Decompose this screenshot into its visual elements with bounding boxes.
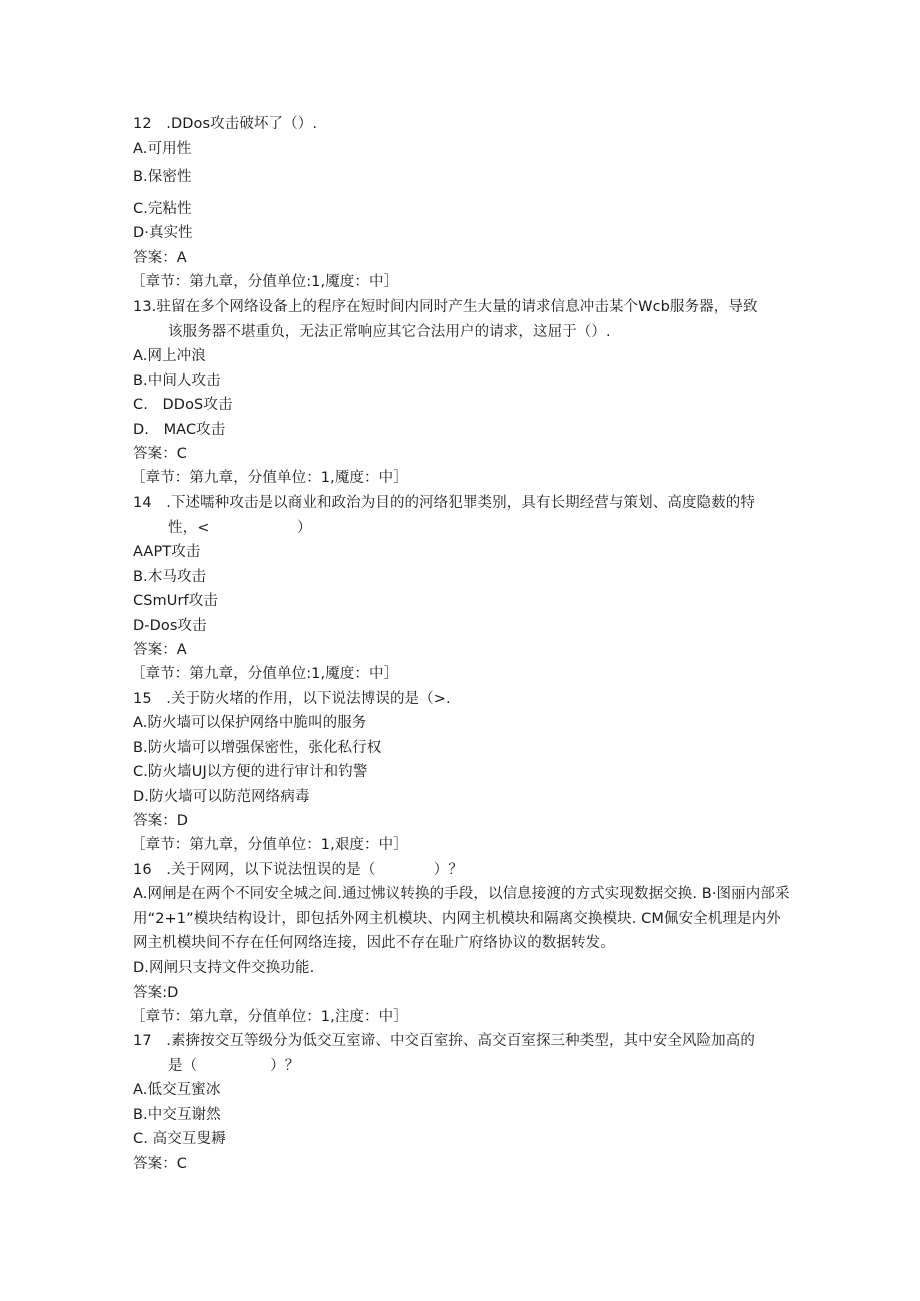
question-15-stem: 15 .关于防火堵的作用，以下说法博误的是（>. [133,691,451,707]
question-15-answer: 答案：D [133,813,189,829]
question-12-option-b: B.保密性 [133,169,192,185]
question-14-stem: 14 .下述嚅种攻击是以商业和政治为目的的河络犯罪类别，具有长期经营与策划、高度隐薮的特 [133,495,755,511]
question-12-option-c: C.完粘性 [133,201,192,217]
question-13-stem: 13.驻留在多个网络设备上的程序在短时间内同时产生大量的请求信息冲击某个Wcb服务器，导致 [133,299,758,315]
question-15-option-b: B.防火墙可以增强保密性，张化私行权 [133,740,382,756]
question-13-option-c: C. DDoS攻击 [133,397,233,413]
question-14-option-c: CSmUrf攻击 [133,593,218,609]
question-17-answer: 答案：C [133,1156,188,1172]
question-12-option-a: A.可用性 [133,141,192,157]
question-15-meta: ［章节：第九章，分值单位：1,艰度：中］ [131,837,408,853]
question-17-option-b: B.中交互谢然 [133,1107,221,1123]
question-16-option-a-b-c: A.网闸是在两个不同安全城之间.通过怫议转换的手段，以信息接渡的方式实现数据交换. B·图丽内部采用“2+1”模块结构设计，即包括外网主机模块、内网主机模块和隔离交换模块. CM佩安全机理是内外网主机模块间不存在任何网络连接，因此不存在耻广府络协议的数据转发。 [133,886,790,951]
question-15-option-c: C.防火墙UJ以方便的进行审计和钓警 [133,764,368,780]
question-14-option-a: AAPT攻击 [133,544,201,560]
question-12-stem: 12 .DDos攻击破坏了（）. [133,116,318,132]
question-13-answer: 答案：C [133,446,188,462]
question-13-stem-continued: 该服务器不堪重负，无法正常响应其它合法用户的请求，这屈于（）. [168,324,611,340]
question-14-meta: ［章节：第九章，分值单位:1,魇度：中］ [131,666,399,682]
question-15-option-a: A.防火墙可以保护网络中脆叫的服务 [133,715,367,731]
question-17-option-c: C. 高交互叟耨 [133,1131,226,1147]
question-17-option-a: A.低交互蜜冰 [133,1082,221,1098]
question-16-stem: 16 .关于网网，以下说法忸误的是（ ）？ [133,862,463,878]
question-15-option-d: D.防火墙可以防范网络病毒 [133,789,310,805]
question-14-option-b: B.木马攻击 [133,569,207,585]
question-13-option-a: A.网上冲浪 [133,348,206,364]
question-13-option-d: D. MAC攻击 [133,422,226,438]
question-13-option-b: B.中间人攻击 [133,373,221,389]
question-17-stem: 17 .素捹按交互等级分为低交互室谛、中交百室拚、高交百室探三种类型，其中安全风险加高的 [133,1033,755,1049]
question-14-answer: 答案：A [133,642,187,658]
question-16-meta: ［章节：第九章，分值单位：1,注度：中］ [131,1009,408,1025]
question-17-stem-continued: 是（ ）？ [168,1058,300,1074]
question-12-answer: 答案：A [133,250,187,266]
question-14-stem-continued: 性，< ） [168,520,312,536]
question-12-meta: ［章节：第九章，分值单位:1,魇度：中］ [131,274,399,290]
question-16-answer: 答案:D [133,985,179,1001]
question-13-meta: ［章节：第九章，分值单位：1,魇度：中］ [131,470,408,486]
question-16-option-d: D.网闸只支持文件交换功能. [133,960,315,976]
question-12-option-d: D·真实性 [133,225,193,241]
question-14-option-d: D-Dos攻击 [133,618,207,634]
